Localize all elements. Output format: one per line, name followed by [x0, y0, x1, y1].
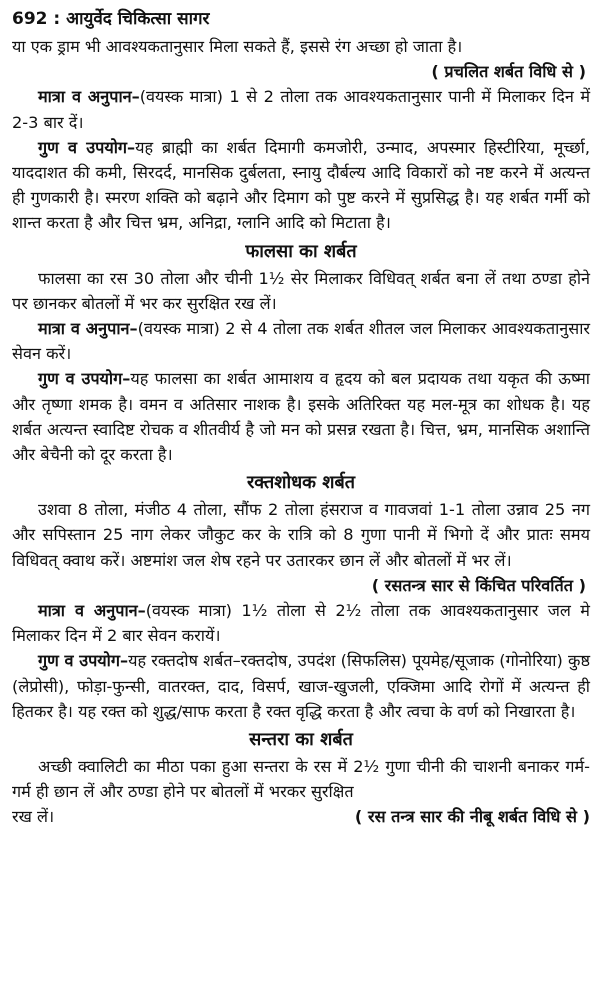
raktashodhak-dosage — [12, 598, 590, 648]
raktashodhak-method: उशवा 8 तोला, मंजीठ 4 तोला, सौंफ 2 तोला हंसराज व गावजवां 1-1 तोला उन्नाव 25 नग और सपिस्तान 25 नाग लेकर जौकुट कर के रात्रि को 8 गुणा पानी में भिगो दें और प्रातः समय विधिवत् क्वाथ करें। अष्टमांश जल शेष रहने पर उतारकर छान लें और बोतलों में भर लें। — [12, 500, 590, 570]
brahmi-uses — [12, 135, 590, 236]
intro-text: या एक ड्राम भी आवश्यकतानुसार मिला सकते हैं, इससे रंग अच्छा हो जाता है। — [12, 37, 463, 56]
raktashodhak-uses — [12, 648, 590, 724]
dosage-label: मात्रा व अनुपान– — [38, 319, 138, 339]
santra-source: ( रस तन्त्र सार की नीबू शर्बत विधि से ) — [354, 807, 590, 827]
phalsa-dosage — [12, 316, 590, 366]
brahmi-dosage — [12, 84, 590, 134]
santra-method: अच्छी क्वालिटी का मीठा पका हुआ सन्तरा के रस में 2½ गुणा चीनी की चाशनी बनाकर गर्म-गर्म ही छान लें और ठण्डा होने पर बोतलों में भरकर सुरक्षित — [12, 757, 590, 802]
uses-label: गुण व उपयोग– — [38, 651, 129, 671]
dosage-text: (वयस्क मात्रा) 1½ तोला से 2½ तोला तक आवश्यकतानुसार जल मे मिलाकर दिन में 2 बार सेवन करायें। — [12, 601, 590, 646]
uses-text: यह रक्तदोष शर्बत–रक्तदोष, उपदंश (सिफलिस) पूयमेह/सूजाक (गोनोरिया) कुष्ठ (लेप्रोसी), फोड़ा-फुन्सी, वातरक्त, दाद, विसर्प, खाज-खुजली, एक्जिमा आदि रोगों में अत्यन्त ही हितकर है। यह रक्त को शुद्ध/साफ करता है रक्त वृद्धि करता है और त्वचा के वर्ण को निखारता है। — [12, 651, 590, 721]
section-title-raktashodhak: रक्तशोधक शर्बत — [246, 472, 356, 494]
section-title-phalsa: फालसा का शर्बत — [245, 240, 357, 262]
dosage-label: मात्रा व अनुपान– — [38, 87, 140, 107]
section-title-santra: सन्तरा का शर्बत — [249, 729, 353, 751]
uses-label: गुण व उपयोग– — [38, 137, 136, 157]
santra-method-end: रख लें। — [12, 807, 55, 827]
phalsa-method: फालसा का रस 30 तोला और चीनी 1½ सेर मिलाकर विधिवत् शर्बत बना लें तथा ठण्डा होने पर छानकर बोतलों में भर कर सुरक्षित रख लें। — [12, 268, 590, 313]
dosage-text: (वयस्क मात्रा) 1 से 2 तोला तक आवश्यकतानुसार पानी में मिलाकर दिन में 2-3 बार दें। — [12, 87, 590, 132]
intro-source: ( प्रचलित शर्बत विधि से ) — [431, 62, 586, 82]
dosage-label: मात्रा व अनुपान– — [38, 601, 146, 621]
uses-label: गुण व उपयोग– — [38, 369, 131, 389]
raktashodhak-source: ( रसतन्त्र सार से किंचित परिवर्तित ) — [371, 575, 586, 595]
page-header: 692 : आयुर्वेद चिकित्सा सागर — [12, 9, 210, 29]
dosage-text: (वयस्क मात्रा) 2 से 4 तोला तक शर्बत शीतल जल मिलाकर आवश्यकतानुसार सेवन करें। — [12, 319, 591, 364]
phalsa-uses — [12, 366, 590, 467]
santra-final-line — [12, 804, 590, 829]
uses-text: यह ब्राह्मी का शर्बत दिमागी कमजोरी, उन्माद, अपस्मार हिस्टीरिया, मूर्च्छा, याददाशत की कमी, सिरदर्द, मानसिक दुर्बलता, स्नायु दौर्बल्य आदि विकारों को नष्ट करने में अत्यन्त ही गुणकारी है। स्मरण शक्ति को बढ़ाने और दिमाग को पुष्ट करने में सुप्रसिद्ध है। यह शर्बत गर्मी को शान्त करता है और चित्त भ्रम, अनिद्रा, ग्लानि आदि को मिटाता है। — [12, 137, 590, 233]
uses-text: यह फालसा का शर्बत आमाशय व हृदय को बल प्रदायक तथा यकृत की ऊष्मा और तृष्णा शमक है। वमन व अतिसार नाशक है। इसके अतिरिक्त यह मल-मूत्र का शोधक है। यह शर्बत अत्यन्त स्वादिष्ट रोचक व शीतवीर्य है जो मन को प्रसन्न रखता है। चित्त, भ्रम, मानसिक अशान्ति और बेचैनी को दूर करता है। — [12, 369, 590, 465]
